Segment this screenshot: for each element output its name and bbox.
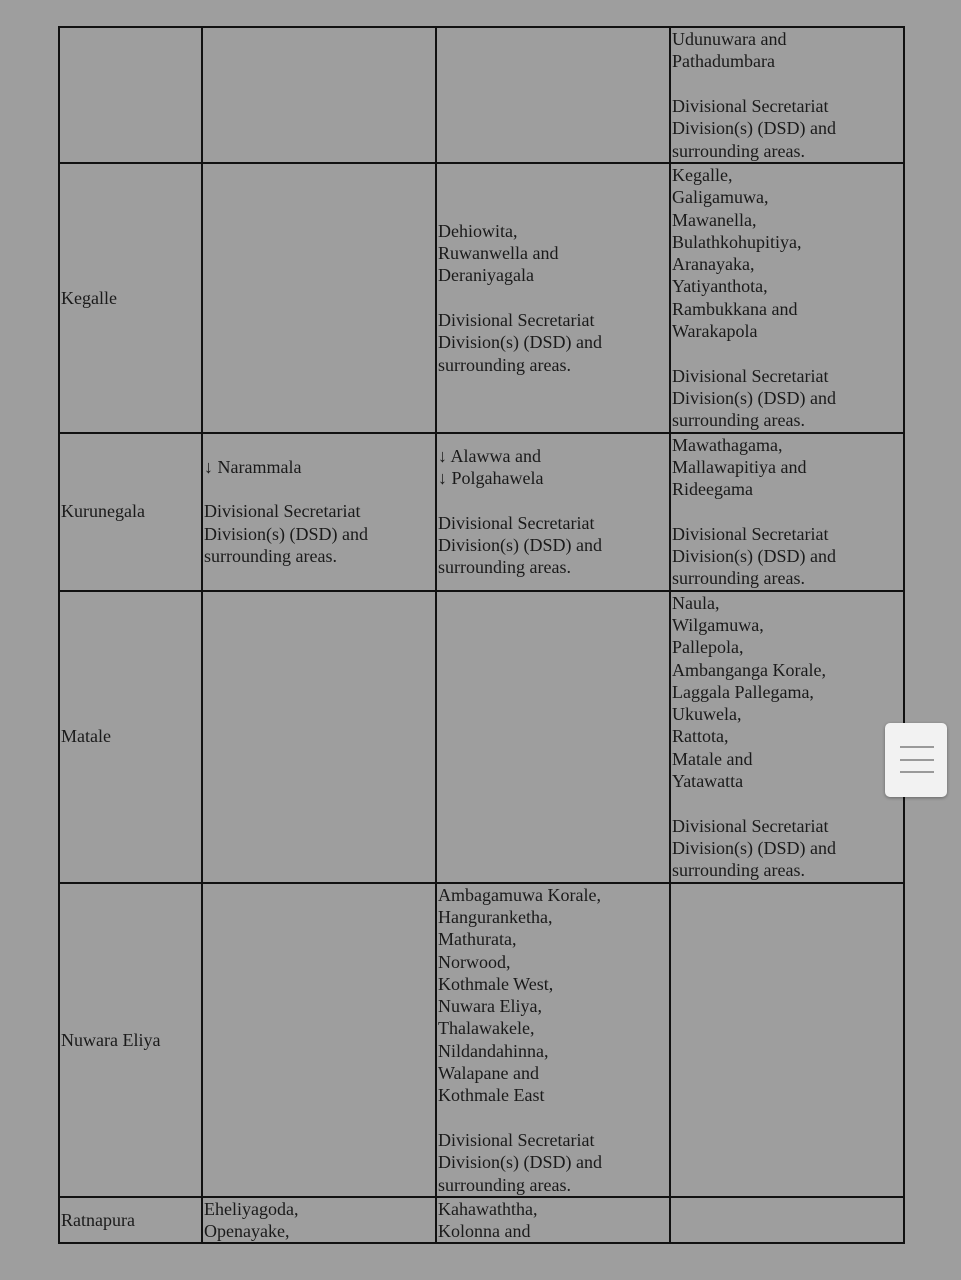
district-cell: Kurunegala [59, 433, 202, 591]
district-cell: Matale [59, 591, 202, 883]
table-row [59, 883, 904, 1197]
level-4-cell: Kegalle, Galigamuwa, Mawanella, Bulathkohupitiya, Aranayaka, Yatiyanthota, Rambukkana and Warakapola Divisional Secretariat Division(s) (DSD) and surrounding areas. [670, 163, 904, 433]
district-cell [59, 27, 202, 163]
level-3-cell: Kahawaththa, Kolonna and [436, 1197, 670, 1244]
level-4-cell: Udunuwara and Pathadumbara Divisional Secretariat Division(s) (DSD) and surrounding areas. [670, 27, 904, 163]
district-cell: Kegalle [59, 163, 202, 433]
table-row [59, 27, 904, 163]
table-row [59, 1197, 904, 1244]
level-4-cell: Mawathagama, Mallawapitiya and Rideegama Divisional Secretariat Division(s) (DSD) and surrounding areas. [670, 433, 904, 591]
level-2-cell: ↓ Narammala Divisional Secretariat Division(s) (DSD) and surrounding areas. [202, 433, 436, 591]
level-3-cell: Dehiowita, Ruwanwella and Deraniyagala Divisional Secretariat Division(s) (DSD) and surrounding areas. [436, 163, 670, 433]
level-4-cell [670, 883, 904, 1197]
district-cell: Nuwara Eliya [59, 883, 202, 1197]
warning-areas-table [58, 26, 905, 1244]
level-2-cell [202, 27, 436, 163]
table-row [59, 591, 904, 883]
level-2-cell: Eheliyagoda, Openayake, [202, 1197, 436, 1244]
district-cell: Ratnapura [59, 1197, 202, 1244]
scroll-handle-button[interactable] [885, 723, 947, 797]
level-3-cell: ↓ Alawwa and ↓ Polgahawela Divisional Secretariat Division(s) (DSD) and surrounding areas. [436, 433, 670, 591]
level-4-cell [670, 1197, 904, 1244]
table-row [59, 433, 904, 591]
level-3-cell: Ambagamuwa Korale, Hanguranketha, Mathurata, Norwood, Kothmale West, Nuwara Eliya, Thalawakele, Nildandahinna, Walapane and Kothmale East Divisional Secretariat Division(s) (DSD) and surrounding areas. [436, 883, 670, 1197]
level-2-cell [202, 883, 436, 1197]
level-4-cell: Naula, Wilgamuwa, Pallepola, Ambanganga Korale, Laggala Pallegama, Ukuwela, Rattota, Matale and Yatawatta Divisional Secretariat Division(s) (DSD) and surrounding areas. [670, 591, 904, 883]
level-2-cell [202, 163, 436, 433]
level-2-cell [202, 591, 436, 883]
table-row [59, 163, 904, 433]
level-3-cell [436, 591, 670, 883]
level-3-cell [436, 27, 670, 163]
